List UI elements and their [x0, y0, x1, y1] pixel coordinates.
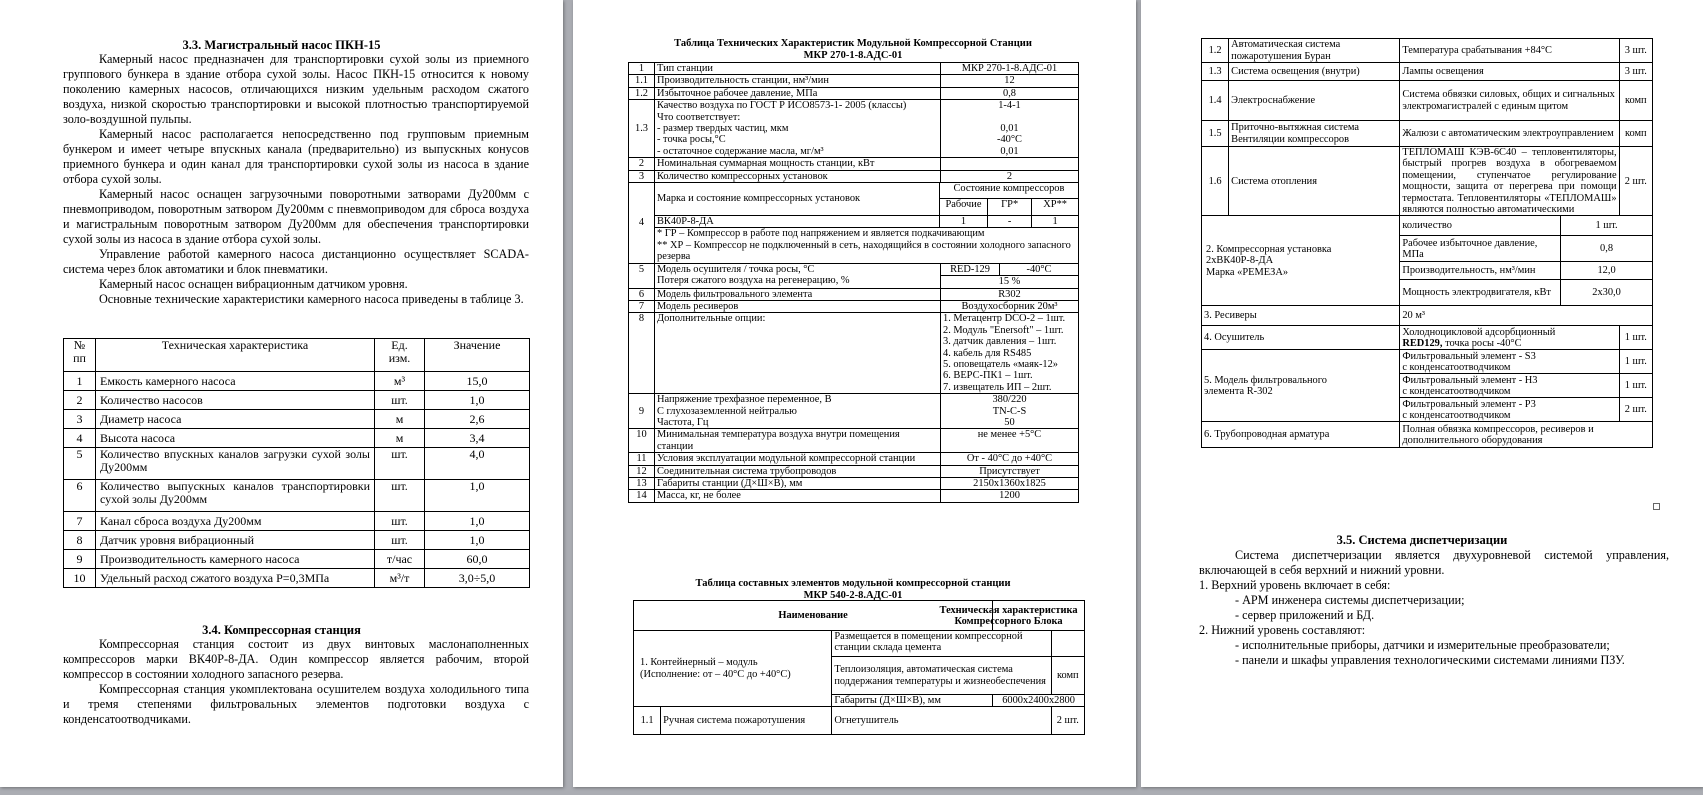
text-line: - остаточное содержание масла, мг/м³ — [657, 145, 824, 157]
table-header: Техническая характеристика — [96, 339, 375, 372]
table-cell: 15,0 — [425, 372, 530, 391]
list-item: 1. Метацентр DCO-2 – 1шт. — [943, 313, 1066, 325]
text-line: - точка росы,°С — [657, 134, 726, 146]
table-row — [1202, 216, 1653, 236]
components-table — [633, 600, 1085, 735]
table-row — [1202, 147, 1653, 216]
table-cell: 3 шт. — [1619, 63, 1652, 81]
table-cell: Избыточное рабочее давление, МПа — [655, 87, 941, 99]
table-row — [629, 170, 1079, 182]
table-cell: Электроснабжение — [1229, 81, 1400, 121]
table-cell: Дополнительные опции: — [655, 313, 941, 394]
table-cell: 4. Осушитель — [1202, 326, 1400, 350]
table-cell — [1400, 398, 1619, 422]
section-heading: 3.5. Система диспетчеризации — [1336, 533, 1508, 547]
table-cell: 4 — [64, 429, 96, 448]
table-row — [629, 313, 1079, 394]
table-row — [64, 429, 530, 448]
table-cell: Высота насоса — [96, 429, 375, 448]
table-row — [1202, 63, 1653, 81]
table-cell: количество — [1400, 216, 1561, 236]
table-cell: 13 — [629, 478, 655, 490]
table-cell: Масса, кг, не более — [655, 490, 941, 502]
table-cell: Номинальная суммарная мощность станции, кВт — [655, 158, 941, 170]
table-row — [629, 429, 1079, 453]
table-cell: 3. Ресиверы — [1202, 306, 1400, 326]
table-cell: 1.5 — [1202, 121, 1229, 147]
section-body — [63, 637, 529, 727]
table-cell — [655, 263, 941, 288]
table-cell: 1.1 — [634, 707, 661, 735]
table-cell: Производительность камерного насоса — [96, 550, 375, 569]
table-cell — [1202, 216, 1400, 306]
table-cell: 7 — [629, 300, 655, 312]
text-line: Фильтровальный элемент - P3 — [1402, 398, 1536, 410]
table-header — [939, 601, 1085, 631]
table-cell: 1 шт. — [1619, 374, 1652, 398]
table-cell: 1 — [629, 63, 655, 75]
text-line: 5. Модель фильтровального — [1204, 374, 1327, 386]
text-line: Холодноцикловой адсорбционный — [1402, 326, 1556, 338]
table-cell: не менее +5°С — [941, 429, 1079, 453]
text-line: - размер твердых частиц, мкм — [657, 123, 789, 135]
table-row — [64, 480, 530, 512]
text-line: Качество воздуха по ГОСТ Р ИСО8573-1- 2005 (классы) — [657, 100, 907, 112]
table-cell: м — [375, 410, 425, 429]
list-item: - АРМ инженера системы диспетчеризации; — [1235, 593, 1465, 607]
table-cell: 1.3 — [1202, 63, 1229, 81]
table-row — [629, 490, 1079, 502]
table-cell: 10 — [629, 429, 655, 453]
table-cell: шт. — [375, 448, 425, 480]
text-line: элемента R-302 — [1204, 385, 1273, 397]
table-cell: Приточно-вытяжная система Вентиляции компрессоров — [1229, 121, 1400, 147]
table-cell: 6. Трубопроводная арматура — [1202, 422, 1400, 448]
text-line: Напряжение трехфазное переменное, В — [657, 394, 832, 406]
table-cell — [1400, 374, 1619, 398]
table-cell: 1.3 — [629, 100, 655, 158]
table-cell: RED-129 — [941, 264, 1000, 275]
table-title-line: Таблица Технических Характеристик Модульной Компрессорной Станции — [674, 38, 1032, 49]
text-line: Что соответствует: — [657, 111, 741, 123]
text-line: Потеря сжатого воздуха на регенерацию, % — [657, 275, 850, 287]
table-cell — [1400, 350, 1619, 374]
table-row — [1202, 306, 1653, 326]
table-cell: Система освещения (внутри) — [1229, 63, 1400, 81]
list-item: 2. Нижний уровень составляют: — [1199, 623, 1366, 637]
table-cell — [1202, 350, 1400, 422]
table-cell: 1,0 — [425, 391, 530, 410]
table-cell: шт. — [375, 391, 425, 410]
list-item: 5. оповещатель «маяк-12» — [943, 358, 1059, 370]
table-cell: Диаметр насоса — [96, 410, 375, 429]
table-cell — [1400, 326, 1619, 350]
table-cell: 3 — [64, 410, 96, 429]
table-cell: 2 шт. — [1051, 707, 1084, 735]
table-cell: Воздухосборник 20м³ — [941, 300, 1079, 312]
table-cell: Жалюзи с автоматическим электроуправлением — [1400, 121, 1619, 147]
list-item: - исполнительные приборы, датчики и измерительные преобразователи; — [1235, 638, 1610, 652]
table-cell: 2 шт. — [1619, 147, 1652, 216]
table-title-line: МКР 270-1-8.АДС-01 — [803, 50, 903, 61]
table-cell: 3 — [629, 170, 655, 182]
table-cell: 5 — [629, 263, 655, 288]
table-cell: 3,0÷5,0 — [425, 569, 530, 588]
table-row — [64, 512, 530, 531]
table-cell: 3,4 — [425, 429, 530, 448]
dryer-model: RED129, — [1402, 337, 1443, 349]
table-cell: Удельный расход сжатого воздуха P=0,3МПа — [96, 569, 375, 588]
table-row — [64, 372, 530, 391]
table-cell: 6000х2400х2800 — [993, 695, 1085, 707]
table-cell: 9 — [64, 550, 96, 569]
text-line: 0,01 — [1000, 123, 1019, 135]
table-cell: Рабочее избыточное давление, МПа — [1400, 236, 1561, 262]
text-line: с конденсатоотводчиком — [1402, 361, 1511, 373]
table-header: Ед. изм. — [375, 339, 425, 372]
table-cell: 1.2 — [629, 87, 655, 99]
document-page-3 — [1141, 0, 1703, 787]
table-cell — [655, 228, 1078, 263]
table-row — [1202, 326, 1653, 350]
text-line: 2. Компрессорная установка — [1206, 243, 1332, 255]
table-cell: 15 % — [998, 276, 1021, 288]
table-cell: 4 — [629, 183, 655, 264]
table-cell — [655, 100, 941, 158]
table-cell: м³/т — [375, 569, 425, 588]
paragraph: Основные технические характеристики камерного насоса приведены в таблице 3. — [99, 292, 524, 306]
table-cell: 12 — [941, 75, 1079, 87]
table-header: № пп — [64, 339, 96, 372]
text-line: с конденсатоотводчиком — [1402, 385, 1511, 397]
table-cell: 0,8 — [1561, 236, 1653, 262]
paragraph: Компрессорная станция состоит из двух винтовых маслонаполненных компрессоров марки ВК40Р-8-ДА. Один компрессор является рабочим, второй компрессор в состоянии холодного запасного резерва. — [63, 637, 529, 681]
table-cell: Теплоизоляция, автоматическая система поддержания температуры и жизнеобеспечения — [832, 657, 1051, 695]
table-cell: 60,0 — [425, 550, 530, 569]
text-line: Модель осушителя / точка росы, °С — [657, 263, 815, 275]
table-cell: 7 — [64, 512, 96, 531]
table-cell: Температура срабатывания +84°С — [1400, 39, 1619, 63]
text-line: -40°С — [997, 134, 1022, 146]
table-cell: Марка и состояние компрессорных установок — [655, 183, 939, 216]
table-cell: 11 — [629, 453, 655, 465]
table-header-row — [64, 339, 530, 372]
table-resize-handle[interactable] — [1653, 503, 1660, 510]
table-row — [64, 410, 530, 429]
list-item: - сервер приложений и БД. — [1235, 608, 1375, 622]
table-cell: Система обвязки силовых, общих и сигнальных электромагистралей с единым щитом — [1400, 81, 1619, 121]
table-cell: Количество компрессорных установок — [655, 170, 941, 182]
table-row — [629, 63, 1079, 75]
text-line: 50 — [1004, 416, 1015, 428]
table-cell: 0,8 — [941, 87, 1079, 99]
table-row — [629, 87, 1079, 99]
table-header-row — [634, 601, 1085, 631]
text-line: с конденсатоотводчиком — [1402, 409, 1511, 421]
text-line — [943, 112, 1076, 123]
paragraph: Камерный насос оснащен вибрационным датчиком уровня. — [99, 277, 408, 291]
text-line: Марка «РЕМЕЗА» — [1206, 266, 1289, 278]
text-line: 1-4-1 — [998, 100, 1021, 112]
table-row — [1202, 422, 1653, 448]
table-cell: шт. — [375, 480, 425, 512]
table-cell: Присутствует — [941, 465, 1079, 477]
table-row — [629, 394, 1079, 429]
pump-characteristics-table — [63, 338, 530, 588]
table-cell: 1,0 — [425, 512, 530, 531]
table-cell: 1,0 — [425, 480, 530, 512]
list-item: 7. извещатель ИП – 2шт. — [943, 381, 1052, 393]
list-item: 6. ВЕРС-ПК1 – 1шт. — [943, 370, 1033, 382]
table-cell: Емкость камерного насоса — [96, 372, 375, 391]
table-cell: 20 м³ — [1400, 306, 1653, 326]
table-cell: м³ — [375, 372, 425, 391]
table-cell: 12 — [629, 465, 655, 477]
table-header-text: Техническая характеристика Компрессорного Блока — [939, 605, 1078, 628]
table-row — [629, 158, 1079, 170]
table-cell: м — [375, 429, 425, 448]
table-row — [629, 288, 1079, 300]
table-row — [64, 448, 530, 480]
section-heading: 3.3. Магистральный насос ПКН-15 — [182, 38, 381, 52]
table-cell: Тип станции — [655, 63, 941, 75]
table-cell: Состояние компрессоров — [939, 183, 1078, 199]
components-table-continued — [1201, 38, 1653, 448]
table-cell: 9 — [629, 394, 655, 429]
table-cell: -40°С — [1026, 263, 1052, 275]
table-cell — [1051, 631, 1084, 657]
table-cell: Количество насосов — [96, 391, 375, 410]
table-cell: Датчик уровня вибрационный — [96, 531, 375, 550]
footnote: * ГР – Компрессор в работе под напряжением и является подкачивающим — [657, 228, 985, 240]
table-cell: 6 — [64, 480, 96, 512]
table-cell: 8 — [629, 313, 655, 394]
paragraph: Управление работой камерного насоса дистанционно осуществляет SCADA-система через блок автоматики и блок пневматики. — [63, 247, 529, 276]
table-cell: 1 — [64, 372, 96, 391]
table-cell: шт. — [375, 531, 425, 550]
table-cell: 2 шт. — [1619, 398, 1652, 422]
table-cell: 10 — [64, 569, 96, 588]
table-cell: 1.4 — [1202, 81, 1229, 121]
table-cell: ХР** — [1032, 199, 1078, 216]
table-cell: Производительность, нм³/мин — [1400, 262, 1561, 280]
table-cell: Лампы освещения — [1400, 63, 1619, 81]
table-row — [1202, 350, 1653, 374]
table-row — [629, 183, 1079, 264]
text-line: TN-C-S — [992, 405, 1027, 417]
table-cell: Количество выпускных каналов транспортировки сухой золы Ду200мм — [96, 480, 375, 512]
table-row — [629, 478, 1079, 490]
table-row — [629, 75, 1079, 87]
paragraph: Компрессорная станция укомплектована осушителем воздуха холодильного типа и тремя степенями фильтровальных элементов подготовки воздуха с конденсатоотводчиками. — [63, 682, 529, 726]
table-cell: - — [988, 216, 1032, 228]
table-cell: Рабочие — [939, 199, 987, 216]
paragraph: Камерный насос располагается непосредственно под групповым приемным бункером и имеет четыре впускных канала (предварительно) из выпускных конусов приемного бункера и один канал для транспортировки сухой золы из насоса в здание отбора сухой золы. — [63, 127, 529, 186]
text-line: (Исполнение: от – 40°С до +40°С) — [640, 668, 791, 680]
table-cell: Условия эксплуатации модульной компрессорной станции — [655, 453, 941, 465]
table-cell: МКР 270-1-8.АДС-01 — [941, 63, 1079, 75]
text-line: Фильтровальный элемент - S3 — [1402, 350, 1536, 362]
table-cell: 2,6 — [425, 410, 530, 429]
table-cell: 14 — [629, 490, 655, 502]
text-line: С глухозаземленной нейтралью — [657, 405, 797, 417]
table-cell: ТЕПЛОМАШ КЭВ-6С40 – тепловентиляторы, быстрый прогрев воздуха в обогреваемом помещении, ступенчатое регулирование мощности, защита от перегрева при помощи термостата. Тепловентиляторы «ТЕПЛОМАШ» являются полностью автоматическими — [1400, 147, 1619, 216]
text-line: точка росы -40°С — [1442, 337, 1522, 349]
list-item: 1. Верхний уровень включает в себя: — [1199, 578, 1391, 592]
table-cell: 12,0 — [1561, 262, 1653, 280]
table-row — [629, 453, 1079, 465]
table-cell — [941, 263, 1079, 288]
list-item: - панели и шкафы управления технологическими системами линиями ПЗУ. — [1235, 653, 1625, 667]
section-body — [63, 52, 529, 307]
table-cell: 1.2 — [1202, 39, 1229, 63]
table-cell — [655, 183, 1079, 264]
table-row — [1202, 39, 1653, 63]
table-row — [634, 631, 1085, 657]
table-row — [1202, 121, 1653, 147]
table-cell: Канал сброса воздуха Ду200мм — [96, 512, 375, 531]
table-cell: Минимальная температура воздуха внутри помещения станции — [655, 429, 941, 453]
table-cell: 1 шт. — [1619, 326, 1652, 350]
table-cell: комп — [1619, 81, 1652, 121]
table-cell: 2 — [64, 391, 96, 410]
table-cell: Габариты станции (Д×Ш×В), мм — [655, 478, 941, 490]
table-row — [629, 100, 1079, 158]
list-item: 2. Модуль "Enersoft" – 1шт. — [943, 324, 1064, 336]
table-cell: 1.1 — [629, 75, 655, 87]
table-cell: Количество впускных каналов загрузки сухой золы Ду200мм — [96, 448, 375, 480]
table-cell — [941, 158, 1079, 170]
station-characteristics-table — [628, 62, 1079, 503]
paragraph: Система диспетчеризации является двухуровневой системой управления, включающей в себя верхний и нижний уровни. — [1199, 548, 1669, 577]
table-cell: 1 — [1032, 216, 1078, 228]
table-cell: 2150х1360х1825 — [941, 478, 1079, 490]
table-cell: Размещается в помещении компрессорной станции склада цемента — [832, 631, 1051, 657]
table-cell: 6 — [629, 288, 655, 300]
list-item: 3. датчик давления – 1шт. — [943, 336, 1057, 348]
text-line: 0,01 — [1000, 145, 1019, 157]
section-heading: 3.4. Компрессорная станция — [202, 623, 361, 637]
table-cell: 1,0 — [425, 531, 530, 550]
table-cell: Система отопления — [1229, 147, 1400, 216]
table-cell: Огнетушитель — [832, 707, 1051, 735]
table-cell: шт. — [375, 512, 425, 531]
text-line: Частота, Гц — [657, 416, 709, 428]
table-cell: 2х30,0 — [1561, 280, 1653, 306]
table-cell — [941, 313, 1079, 394]
table-title-line: МКР 540-2-8.АДС-01 — [803, 590, 903, 601]
text-line: Фильтровальный элемент - H3 — [1402, 374, 1538, 386]
table-row — [629, 263, 1079, 288]
table-cell: 1 шт. — [1561, 216, 1653, 236]
table-cell: Модель ресиверов — [655, 300, 941, 312]
table-cell: 3 шт. — [1619, 39, 1652, 63]
table-cell — [655, 394, 941, 429]
table-cell: R302 — [941, 288, 1079, 300]
table-cell — [941, 100, 1079, 158]
paragraph: Камерный насос предназначен для транспортировки сухой золы из приемного группового бункера в здание отбора сухой золы. Насос ПКН-15 относится к новому поколению камерных насосов, отличающихся низким удельным расходом сжатого воздуха, низкой скоростью транспортировки и высокой плотностью транспортируемой золо-воздушной пульпы. — [63, 52, 529, 126]
table-title — [613, 38, 1093, 62]
table-cell: комп — [1051, 657, 1084, 695]
table-row — [634, 707, 1085, 735]
table-row — [64, 569, 530, 588]
text-line: 1. Контейнерный – модуль — [640, 657, 758, 669]
table-cell — [941, 394, 1079, 429]
list-item: 4. кабель для RS485 — [943, 347, 1032, 359]
table-cell: 5 — [64, 448, 96, 480]
table-cell: Мощность электродвигателя, кВт — [1400, 280, 1561, 306]
table-cell: ВК40Р-8-ДА — [655, 216, 939, 228]
table-header: Значение — [425, 339, 530, 372]
table-row — [64, 391, 530, 410]
table-cell: Габариты (Д×Ш×В), мм — [832, 695, 993, 707]
table-cell: ГР* — [988, 199, 1032, 216]
paragraph: Камерный насос оснащен загрузочными поворотными затворами Ду200мм с пневмоприводом, поворотным затвором Ду200мм с пневмоприводом для сброса воздуха и магистральным поворотным затвором Ду200мм для обеспечения транспортировки сухой золы из насоса в здание отбора сухой золы. — [63, 187, 529, 246]
table-header: Наименование — [634, 601, 993, 631]
footnote: ** ХР – Компрессор не подключенный в сеть, находящийся в состоянии холодного запасного резерва — [657, 239, 1071, 263]
table-cell: 1 шт. — [1619, 350, 1652, 374]
table-cell: 1200 — [941, 490, 1079, 502]
document-page-1 — [0, 0, 563, 787]
compressor-state-subtable — [655, 183, 1078, 263]
section-body — [1199, 548, 1669, 668]
table-cell: Полная обвязка компрессоров, ресиверов и дополнительного оборудования — [1400, 422, 1653, 448]
table-cell: Ручная система пожаротушения — [661, 707, 832, 735]
table-row — [64, 550, 530, 569]
document-page-2 — [573, 0, 1136, 787]
table-row — [1202, 81, 1653, 121]
table-cell: комп — [1619, 121, 1652, 147]
table-cell: 2 — [629, 158, 655, 170]
table-cell: Модель фильтровального элемента — [655, 288, 941, 300]
table-title — [613, 578, 1093, 602]
table-cell: 8 — [64, 531, 96, 550]
table-cell: Автоматическая система пожаротушения Буран — [1229, 39, 1400, 63]
table-cell: От - 40°С до +40°С — [941, 453, 1079, 465]
table-row — [629, 300, 1079, 312]
text-line: 380/220 — [992, 394, 1027, 406]
table-cell: Производительность станции, нм³/мин — [655, 75, 941, 87]
table-cell: Соединительная система трубопроводов — [655, 465, 941, 477]
table-row — [64, 531, 530, 550]
table-cell: т/час — [375, 550, 425, 569]
table-cell: 1.6 — [1202, 147, 1229, 216]
table-row — [629, 465, 1079, 477]
text-line: 2хВК40Р-8-ДА — [1206, 255, 1274, 267]
table-cell: 2 — [941, 170, 1079, 182]
table-cell: 4,0 — [425, 448, 530, 480]
table-cell: 1 — [939, 216, 987, 228]
table-cell — [634, 631, 832, 707]
table-title-line: Таблица составных элементов модульной компрессорной станции — [695, 578, 1011, 589]
